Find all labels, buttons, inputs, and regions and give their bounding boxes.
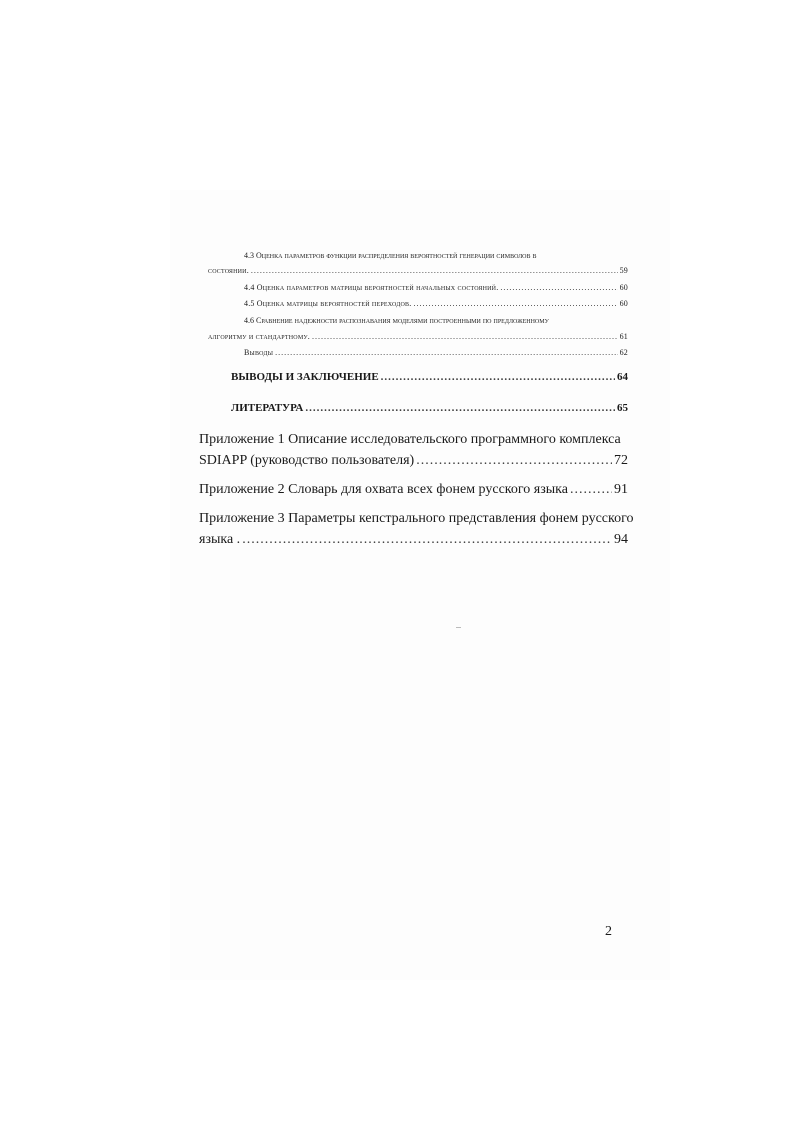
scan-speck [456,627,461,628]
leader-dots [242,532,612,548]
toc-entry-vyvody [244,348,628,357]
leader-dots [251,266,618,275]
leader-dots [305,402,615,414]
toc-entry-conclusion [231,371,628,383]
toc-entry-conclusion-label: ВЫВОДЫ И ЗАКЛЮЧЕНИЕ [231,371,379,383]
leader-dots [570,482,612,498]
leader-dots [381,371,615,383]
toc-entry-4-6-line1: 4.6 Сравнение надежности распознавания моделями построенными по предложенному [244,316,549,325]
toc-appendix-1 [199,453,628,469]
toc-page-appendix-1: 72 [614,453,628,468]
toc-appendix-3 [199,532,628,548]
toc-entry-literature-label: ЛИТЕРАТУРА [231,402,304,414]
toc-appendix-1-line1: Приложение 1 Описание исследовательского программного комплекса [199,432,621,447]
toc-page-literature: 65 [617,402,628,414]
toc-page-vyvody: 62 [619,348,628,357]
leader-dots [312,332,618,341]
toc-page-conclusion: 64 [617,371,628,383]
toc-appendix-2-label: Приложение 2 Словарь для охвата всех фонем русского языка [199,482,568,497]
toc-appendix-3-line1: Приложение 3 Параметры кепстрального представления фонем русского [199,511,634,526]
toc-page-4-6: 61 [619,332,628,341]
toc-entry-4-6-line2: алгоритму и стандартному. [208,332,311,341]
toc-page-4-5: 60 [619,299,628,308]
toc-entry-4-3-line2: состоянии. [208,266,249,275]
toc-entry-4-6 [208,332,628,341]
toc-entry-4-3-line1: 4.3 Оценка параметров функции распределения вероятностей генерации символов в [244,251,537,260]
toc-entry-4-3 [208,266,628,275]
page-number: 2 [605,924,612,939]
toc-page-appendix-3: 94 [614,532,628,547]
leader-dots [413,299,617,308]
leader-dots [416,453,612,469]
toc-appendix-3-line2: языка . [199,532,241,547]
toc-entry-4-4-label: 4.4 Оценка параметров матрицы вероятностей начальных состояний. [244,283,499,292]
toc-entry-4-4 [244,283,628,292]
toc-entry-vyvody-label: Выводы [244,348,274,357]
toc-appendix-1-line2: SDIAPP (руководство пользователя) [199,453,415,468]
toc-entry-4-5 [244,299,628,308]
toc-page-4-4: 60 [619,283,628,292]
toc-entry-literature [231,402,628,414]
toc-appendix-2 [199,482,628,498]
leader-dots [275,348,617,357]
leader-dots [500,283,617,292]
toc-page-appendix-2: 91 [614,482,628,497]
toc-page-4-3: 59 [619,266,628,275]
toc-entry-4-5-label: 4.5 Оценка матрицы вероятностей переходов. [244,299,412,308]
